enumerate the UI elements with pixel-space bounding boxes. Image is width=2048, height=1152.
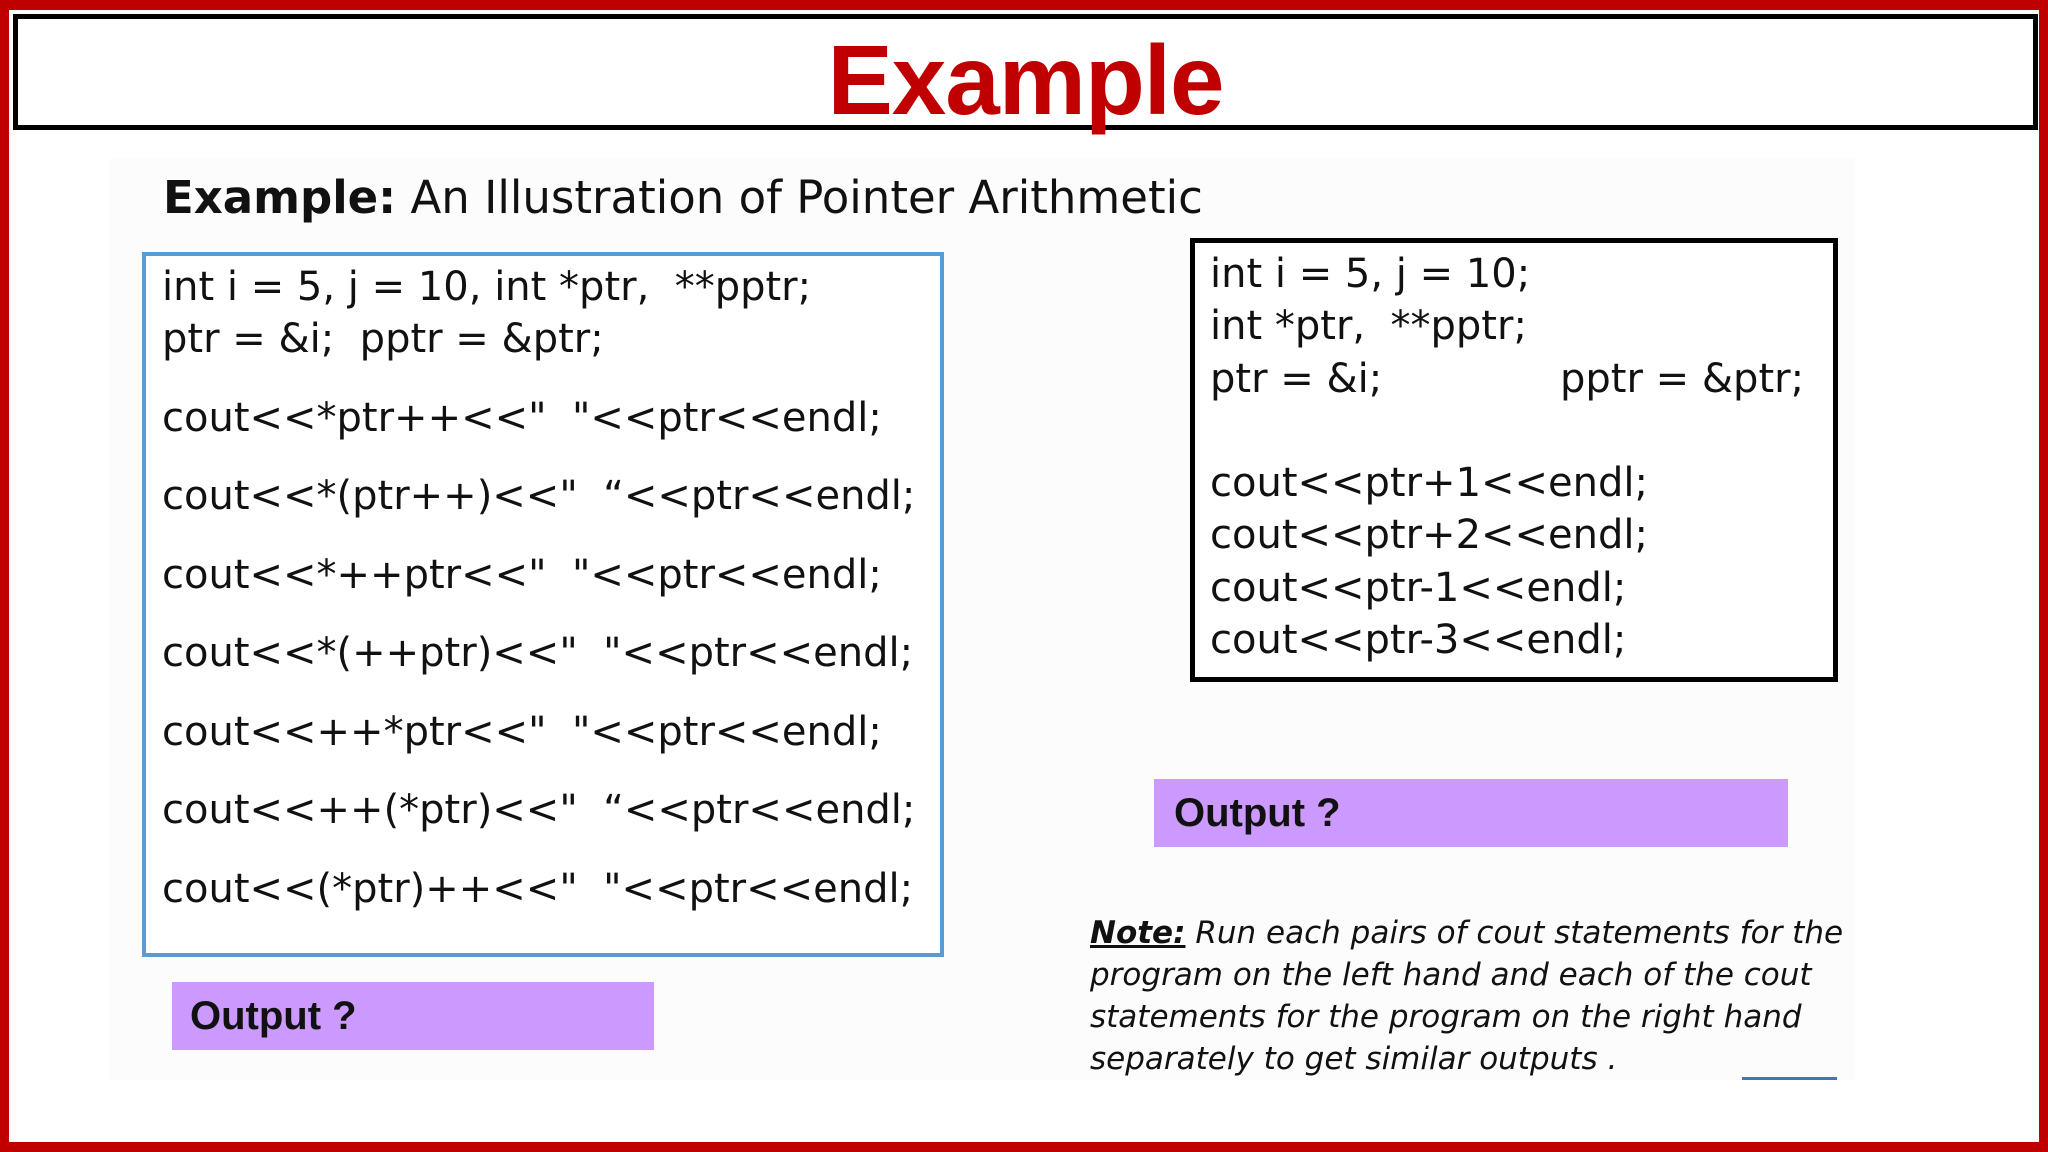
example-heading xyxy=(163,173,1203,223)
output-left-bar xyxy=(172,982,654,1050)
right-code-line-1: int i = 5, j = 10; xyxy=(1210,251,1531,297)
note-label: Note: xyxy=(1090,915,1186,951)
output-right-label: Output ? xyxy=(1174,790,1341,835)
note-text: Run each pairs of cout statements for the program on the left hand and each of the cout statements for the program on the right hand separately to get similar outputs . xyxy=(1090,915,1844,1077)
left-code-line-5: cout<<*++ptr<<" "<<ptr<<endl; xyxy=(162,552,882,598)
title-bar xyxy=(13,14,2038,135)
right-code-line-4: cout<<ptr+1<<endl; xyxy=(1210,460,1648,506)
output-right-bar xyxy=(1154,779,1788,847)
note-underline-decoration xyxy=(1742,1077,1837,1080)
heading-label: Example: xyxy=(163,171,397,224)
right-code-line-2: int *ptr, **pptr; xyxy=(1210,303,1527,349)
right-code-line-5: cout<<ptr+2<<endl; xyxy=(1210,512,1648,558)
right-code-line-3a: ptr = &i; xyxy=(1210,356,1383,402)
left-code-line-3: cout<<*ptr++<<" "<<ptr<<endl; xyxy=(162,395,882,441)
heading-text: An Illustration of Pointer Arithmetic xyxy=(396,171,1203,224)
left-code-line-7: cout<<++*ptr<<" "<<ptr<<endl; xyxy=(162,709,882,755)
left-code-line-4: cout<<*(ptr++)<<" “<<ptr<<endl; xyxy=(162,473,916,519)
left-code-line-8: cout<<++(*ptr)<<" “<<ptr<<endl; xyxy=(162,787,916,833)
left-code-line-1: int i = 5, j = 10, int *ptr, **pptr; xyxy=(162,264,812,310)
right-code-line-6: cout<<ptr-1<<endl; xyxy=(1210,565,1627,611)
note-paragraph xyxy=(1090,912,1850,1080)
right-code-line-7: cout<<ptr-3<<endl; xyxy=(1210,617,1627,663)
output-left-label: Output ? xyxy=(190,993,357,1038)
left-code-line-9: cout<<(*ptr)++<<" "<<ptr<<endl; xyxy=(162,866,914,912)
left-code-line-2: ptr = &i; pptr = &ptr; xyxy=(162,316,604,362)
slide-title: Example xyxy=(827,25,1224,135)
left-code-line-6: cout<<*(++ptr)<<" "<<ptr<<endl; xyxy=(162,630,914,676)
right-code-line-3b: pptr = &ptr; xyxy=(1560,356,1805,402)
